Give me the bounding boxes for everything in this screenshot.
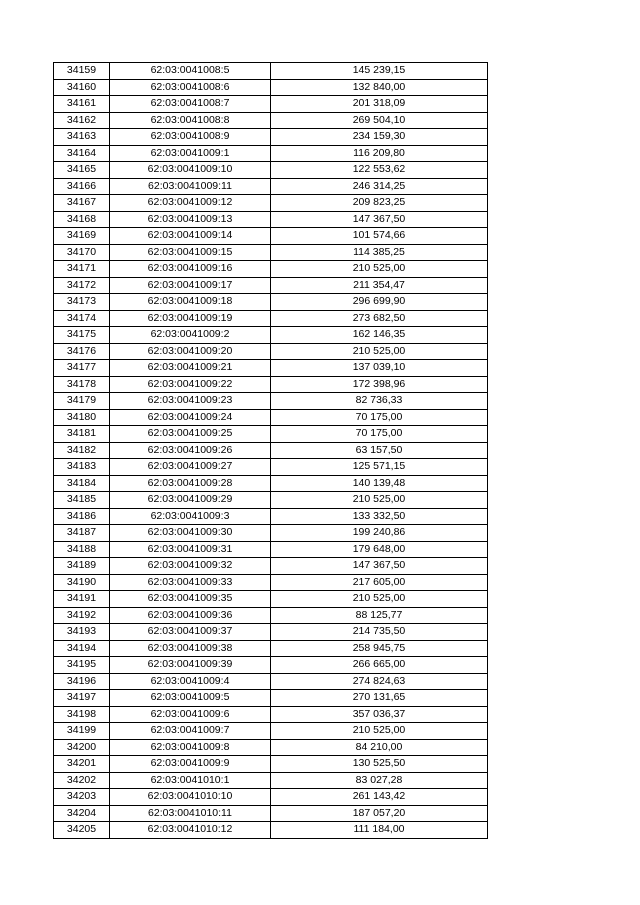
table-row [54,442,488,459]
value-cell: 162 146,35 [271,327,488,344]
value-cell: 273 682,50 [271,310,488,327]
row-number-cell: 34201 [54,756,110,773]
row-number-cell: 34195 [54,657,110,674]
cadastral-number-cell: 62:03:0041009:37 [110,624,271,641]
row-number-cell: 34164 [54,145,110,162]
value-cell: 130 525,50 [271,756,488,773]
table-row [54,690,488,707]
row-number-cell: 34194 [54,640,110,657]
cadastral-number-cell: 62:03:0041009:1 [110,145,271,162]
cadastral-number-cell: 62:03:0041009:20 [110,343,271,360]
cadastral-number-cell: 62:03:0041010:11 [110,805,271,822]
cadastral-number-cell: 62:03:0041009:35 [110,591,271,608]
row-number-cell: 34186 [54,508,110,525]
cadastral-number-cell: 62:03:0041009:4 [110,673,271,690]
cadastral-number-cell: 62:03:0041009:11 [110,178,271,195]
cadastral-number-cell: 62:03:0041009:2 [110,327,271,344]
value-cell: 357 036,37 [271,706,488,723]
cadastral-number-cell: 62:03:0041008:8 [110,112,271,129]
cadastral-number-cell: 62:03:0041009:38 [110,640,271,657]
value-cell: 137 039,10 [271,360,488,377]
row-number-cell: 34170 [54,244,110,261]
cadastral-number-cell: 62:03:0041009:9 [110,756,271,773]
table-row [54,492,488,509]
value-cell: 214 735,50 [271,624,488,641]
value-cell: 84 210,00 [271,739,488,756]
table-row [54,211,488,228]
table-row [54,574,488,591]
row-number-cell: 34187 [54,525,110,542]
document-page [53,62,488,839]
cadastral-number-cell: 62:03:0041009:10 [110,162,271,179]
row-number-cell: 34204 [54,805,110,822]
value-cell: 70 175,00 [271,409,488,426]
value-cell: 201 318,09 [271,96,488,113]
cadastral-number-cell: 62:03:0041008:5 [110,63,271,80]
value-cell: 210 525,00 [271,723,488,740]
table-row [54,261,488,278]
table-row [54,376,488,393]
value-cell: 83 027,28 [271,772,488,789]
row-number-cell: 34191 [54,591,110,608]
row-number-cell: 34162 [54,112,110,129]
table-row [54,525,488,542]
table-row [54,624,488,641]
row-number-cell: 34174 [54,310,110,327]
row-number-cell: 34193 [54,624,110,641]
table-row [54,723,488,740]
row-number-cell: 34159 [54,63,110,80]
table-row [54,195,488,212]
value-cell: 133 332,50 [271,508,488,525]
row-number-cell: 34171 [54,261,110,278]
value-cell: 70 175,00 [271,426,488,443]
cadastral-number-cell: 62:03:0041009:27 [110,459,271,476]
cadastral-number-cell: 62:03:0041009:5 [110,690,271,707]
value-cell: 258 945,75 [271,640,488,657]
cadastral-number-cell: 62:03:0041009:33 [110,574,271,591]
cadastral-number-cell: 62:03:0041009:12 [110,195,271,212]
value-cell: 88 125,77 [271,607,488,624]
row-number-cell: 34205 [54,822,110,839]
table-row [54,277,488,294]
table-row [54,558,488,575]
cadastral-number-cell: 62:03:0041009:3 [110,508,271,525]
table-row [54,706,488,723]
table-row [54,789,488,806]
value-cell: 210 525,00 [271,261,488,278]
table-row [54,508,488,525]
value-cell: 132 840,00 [271,79,488,96]
value-cell: 274 824,63 [271,673,488,690]
cadastral-number-cell: 62:03:0041009:29 [110,492,271,509]
row-number-cell: 34167 [54,195,110,212]
table-row [54,591,488,608]
table-row [54,310,488,327]
row-number-cell: 34165 [54,162,110,179]
table-row [54,343,488,360]
cadastral-number-cell: 62:03:0041010:1 [110,772,271,789]
value-cell: 179 648,00 [271,541,488,558]
value-cell: 101 574,66 [271,228,488,245]
value-cell: 234 159,30 [271,129,488,146]
row-number-cell: 34161 [54,96,110,113]
cadastral-number-cell: 62:03:0041009:17 [110,277,271,294]
table-row [54,657,488,674]
value-cell: 199 240,86 [271,525,488,542]
table-row [54,112,488,129]
cadastral-number-cell: 62:03:0041009:16 [110,261,271,278]
table-row [54,294,488,311]
table-row [54,162,488,179]
value-cell: 269 504,10 [271,112,488,129]
row-number-cell: 34190 [54,574,110,591]
cadastral-number-cell: 62:03:0041009:14 [110,228,271,245]
row-number-cell: 34200 [54,739,110,756]
row-number-cell: 34176 [54,343,110,360]
row-number-cell: 34181 [54,426,110,443]
row-number-cell: 34189 [54,558,110,575]
value-cell: 111 184,00 [271,822,488,839]
value-cell: 147 367,50 [271,211,488,228]
row-number-cell: 34163 [54,129,110,146]
value-cell: 147 367,50 [271,558,488,575]
value-cell: 246 314,25 [271,178,488,195]
cadastral-number-cell: 62:03:0041009:6 [110,706,271,723]
row-number-cell: 34160 [54,79,110,96]
row-number-cell: 34184 [54,475,110,492]
cadastral-number-cell: 62:03:0041009:15 [110,244,271,261]
cadastral-number-cell: 62:03:0041009:24 [110,409,271,426]
row-number-cell: 34203 [54,789,110,806]
row-number-cell: 34175 [54,327,110,344]
value-cell: 210 525,00 [271,492,488,509]
row-number-cell: 34199 [54,723,110,740]
value-cell: 122 553,62 [271,162,488,179]
value-cell: 261 143,42 [271,789,488,806]
table-row [54,79,488,96]
value-cell: 125 571,15 [271,459,488,476]
table-row [54,63,488,80]
table-row [54,178,488,195]
table-row [54,129,488,146]
row-number-cell: 34183 [54,459,110,476]
row-number-cell: 34166 [54,178,110,195]
table-row [54,640,488,657]
value-cell: 63 157,50 [271,442,488,459]
table-row [54,822,488,839]
table-row [54,327,488,344]
row-number-cell: 34180 [54,409,110,426]
cadastral-number-cell: 62:03:0041008:7 [110,96,271,113]
row-number-cell: 34196 [54,673,110,690]
cadastral-number-cell: 62:03:0041009:8 [110,739,271,756]
table-row [54,228,488,245]
row-number-cell: 34173 [54,294,110,311]
row-number-cell: 34177 [54,360,110,377]
cadastral-number-cell: 62:03:0041009:21 [110,360,271,377]
table-row [54,805,488,822]
value-cell: 266 665,00 [271,657,488,674]
table-row [54,772,488,789]
value-cell: 187 057,20 [271,805,488,822]
row-number-cell: 34198 [54,706,110,723]
cadastral-number-cell: 62:03:0041009:36 [110,607,271,624]
table-row [54,756,488,773]
cadastral-number-cell: 62:03:0041009:22 [110,376,271,393]
cadastral-value-table [53,62,488,839]
cadastral-number-cell: 62:03:0041009:18 [110,294,271,311]
row-number-cell: 34179 [54,393,110,410]
value-cell: 114 385,25 [271,244,488,261]
cadastral-number-cell: 62:03:0041009:26 [110,442,271,459]
cadastral-number-cell: 62:03:0041010:12 [110,822,271,839]
cadastral-number-cell: 62:03:0041009:13 [110,211,271,228]
table-row [54,96,488,113]
cadastral-number-cell: 62:03:0041009:23 [110,393,271,410]
row-number-cell: 34185 [54,492,110,509]
value-cell: 217 605,00 [271,574,488,591]
value-cell: 145 239,15 [271,63,488,80]
table-row [54,244,488,261]
cadastral-number-cell: 62:03:0041009:30 [110,525,271,542]
value-cell: 140 139,48 [271,475,488,492]
table-row [54,145,488,162]
row-number-cell: 34172 [54,277,110,294]
value-cell: 210 525,00 [271,343,488,360]
row-number-cell: 34197 [54,690,110,707]
table-row [54,393,488,410]
table-row [54,360,488,377]
table-row [54,739,488,756]
value-cell: 211 354,47 [271,277,488,294]
row-number-cell: 34168 [54,211,110,228]
cadastral-number-cell: 62:03:0041009:32 [110,558,271,575]
value-cell: 210 525,00 [271,591,488,608]
value-cell: 209 823,25 [271,195,488,212]
value-cell: 82 736,33 [271,393,488,410]
cadastral-number-cell: 62:03:0041009:7 [110,723,271,740]
table-row [54,426,488,443]
row-number-cell: 34182 [54,442,110,459]
cadastral-number-cell: 62:03:0041009:28 [110,475,271,492]
row-number-cell: 34202 [54,772,110,789]
table-body [54,63,488,839]
value-cell: 270 131,65 [271,690,488,707]
table-row [54,409,488,426]
value-cell: 296 699,90 [271,294,488,311]
cadastral-number-cell: 62:03:0041009:25 [110,426,271,443]
row-number-cell: 34178 [54,376,110,393]
cadastral-number-cell: 62:03:0041009:19 [110,310,271,327]
cadastral-number-cell: 62:03:0041009:31 [110,541,271,558]
table-row [54,541,488,558]
cadastral-number-cell: 62:03:0041009:39 [110,657,271,674]
table-row [54,607,488,624]
table-row [54,459,488,476]
table-row [54,673,488,690]
cadastral-number-cell: 62:03:0041010:10 [110,789,271,806]
value-cell: 172 398,96 [271,376,488,393]
table-row [54,475,488,492]
cadastral-number-cell: 62:03:0041008:9 [110,129,271,146]
row-number-cell: 34192 [54,607,110,624]
value-cell: 116 209,80 [271,145,488,162]
cadastral-number-cell: 62:03:0041008:6 [110,79,271,96]
row-number-cell: 34169 [54,228,110,245]
row-number-cell: 34188 [54,541,110,558]
